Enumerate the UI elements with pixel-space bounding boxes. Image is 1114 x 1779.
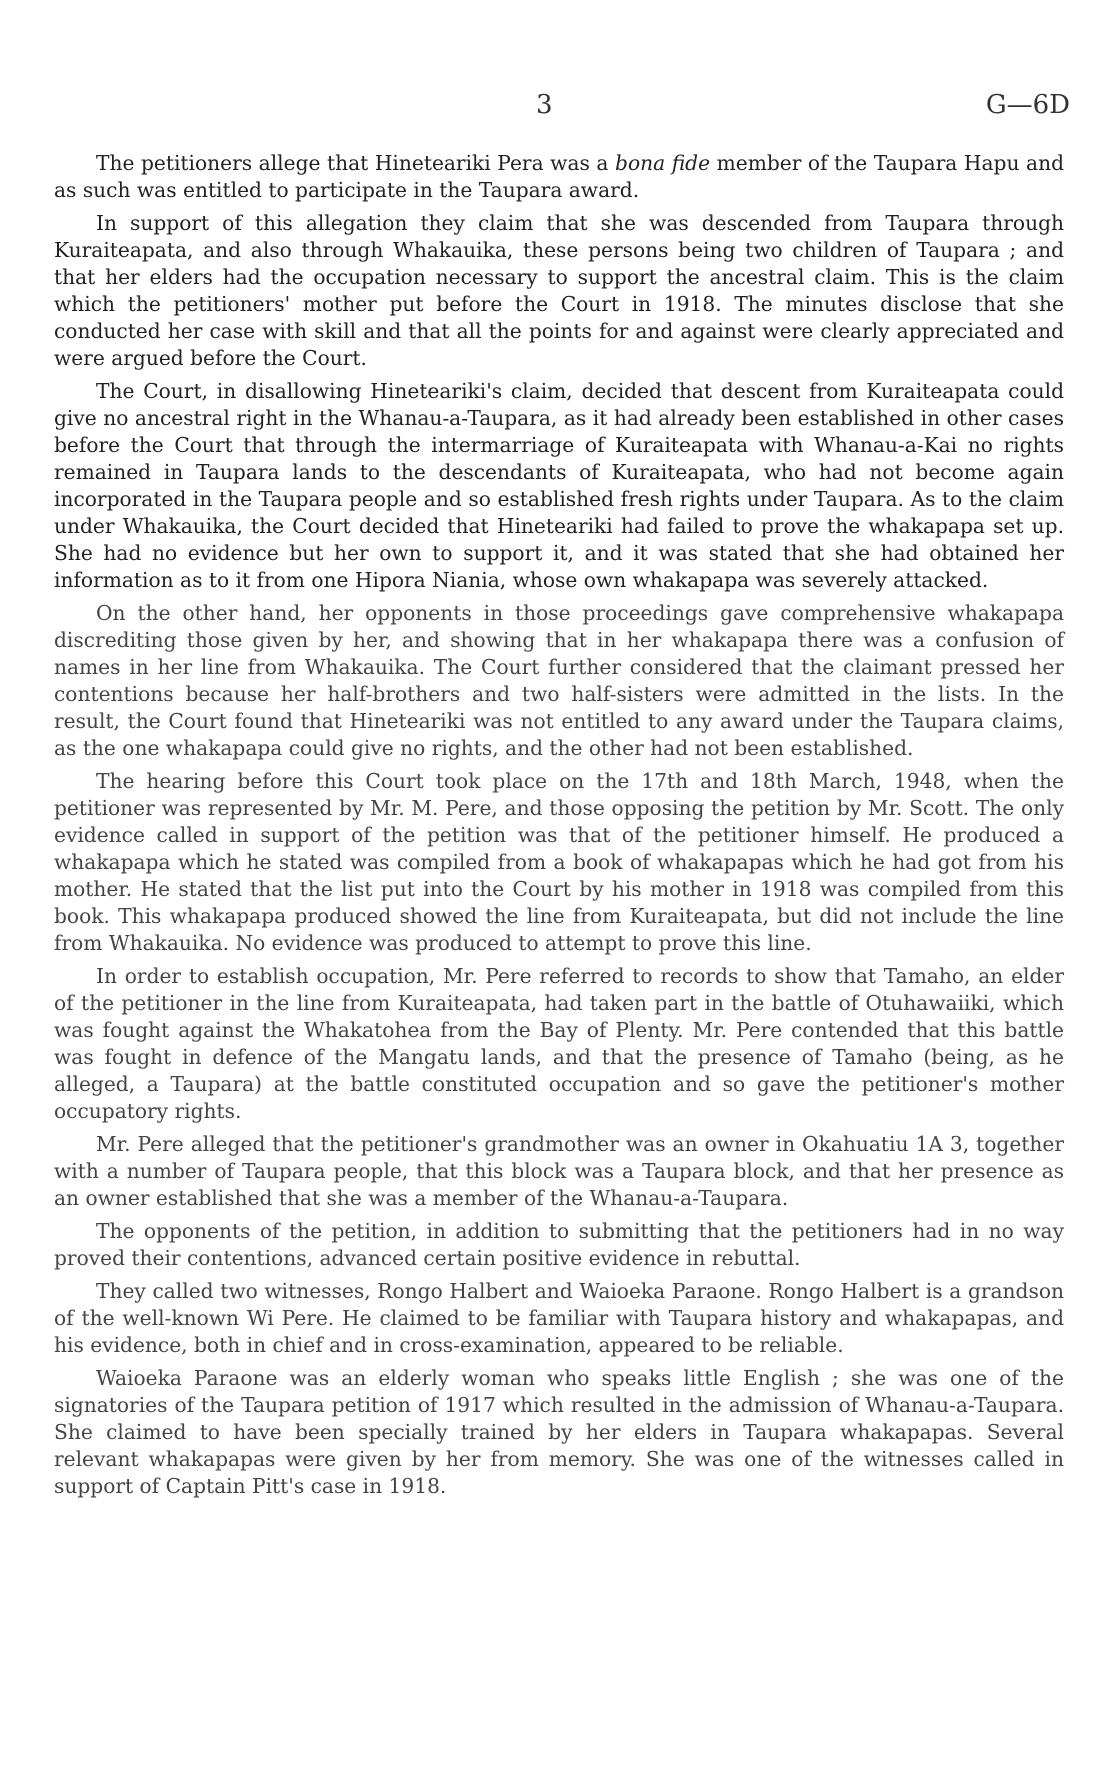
paragraph-10: Waioeka Paraone was an elderly woman who speaks little English ; she was one of the signatories of the Taupara petition of 1917 which resulted in the admission of Whanau-a-Taupara. She claimed to have been specially trained by her elders in Taupara whakapapas. Several relevant whakapapas were given by her from memory. She was one of the witnesses called in support of Captain Pitt's case in 1918. bbox=[54, 1366, 1064, 1498]
paragraph-2: In support of this allegation they claim that she was descended from Taupara through Kuraiteapata, and also through Whakauika, these persons being two children of Taupara ; and that her elders had the occupation necessary to support the ancestral claim. This is the claim which the petitioners' mother put before the Court in 1918. The minutes disclose that she conducted her case with skill and that all the points for and against were clearly appreciated and were argued before the Court. bbox=[54, 211, 1064, 370]
paragraph-4: On the other hand, her opponents in those proceedings gave comprehensive whakapapa discrediting those given by her, and showing that in her whakapapa there was a confusion of names in her line from Whakauika. The Court further considered that the claimant pressed her contentions because her half-brothers and two half-sisters were admitted in the lists. In the result, the Court found that Hineteariki was not entitled to any award under the Taupara claims, as the one whakapapa could give no rights, and the other had not been established. bbox=[54, 601, 1064, 760]
paragraph-1-text-end: member of the Taupara Hapu and as such was entitled to participate in the Taupara award. bbox=[54, 151, 1064, 202]
paragraph-1-text-start: The petitioners allege that Hineteariki Pera was a bbox=[96, 151, 616, 175]
page-header bbox=[0, 90, 1114, 120]
document-reference: G—6D bbox=[985, 90, 1070, 120]
paragraph-5: The hearing before this Court took place on the 17th and 18th March, 1948, when the petitioner was represented by Mr. M. Pere, and those opposing the petition by Mr. Scott. The only evidence called in support of the petition was that of the petitioner himself. He produced a whakapapa which he stated was compiled from a book of whakapapas which he had got from his mother. He stated that the list put into the Court by his mother in 1918 was compiled from this book. This whakapapa produced showed the line from Kuraiteapata, but did not include the line from Whakauika. No evidence was produced to attempt to prove this line. bbox=[54, 769, 1064, 955]
page-number: 3 bbox=[536, 90, 553, 120]
document-body bbox=[54, 150, 1064, 1506]
paragraph-6: In order to establish occupation, Mr. Pere referred to records to show that Tamaho, an elder of the petitioner in the line from Kuraiteapata, had taken part in the battle of Otuhawaiiki, which was fought against the Whakatohea from the Bay of Plenty. Mr. Pere contended that this battle was fought in defence of the Mangatu lands, and that the presence of Tamaho (being, as he alleged, a Taupara) at the battle constituted occupation and so gave the petitioner's mother occupatory rights. bbox=[54, 964, 1064, 1123]
italic-term: bona fide bbox=[615, 151, 711, 175]
paragraph-3: The Court, in disallowing Hineteariki's claim, decided that descent from Kuraiteapata could give no ancestral right in the Whanau-a-Taupara, as it had already been established in other cases before the Court that through the intermarriage of Kuraiteapata with Whanau-a-Kai no rights remained in Taupara lands to the descendants of Kuraiteapata, who had not become again incorporated in the Taupara people and so established fresh rights under Taupara. As to the claim under Whakauika, the Court decided that Hineteariki had failed to prove the whakapapa set up. She had no evidence but her own to support it, and it was stated that she had obtained her information as to it from one Hipora Niania, whose own whakapapa was severely attacked. bbox=[54, 379, 1064, 592]
paragraph-1 bbox=[54, 150, 1064, 204]
paragraph-9: They called two witnesses, Rongo Halbert and Waioeka Paraone. Rongo Halbert is a grandson of the well-known Wi Pere. He claimed to be familiar with Taupara history and whakapapas, and his evidence, both in chief and in cross-examination, appeared to be reliable. bbox=[54, 1279, 1064, 1357]
paragraph-7: Mr. Pere alleged that the petitioner's grandmother was an owner in Okahuatiu 1A 3, together with a number of Taupara people, that this block was a Taupara block, and that her presence as an owner established that she was a member of the Whanau-a-Taupara. bbox=[54, 1132, 1064, 1210]
paragraph-8: The opponents of the petition, in addition to submitting that the petitioners had in no way proved their contentions, advanced certain positive evidence in rebuttal. bbox=[54, 1219, 1064, 1270]
